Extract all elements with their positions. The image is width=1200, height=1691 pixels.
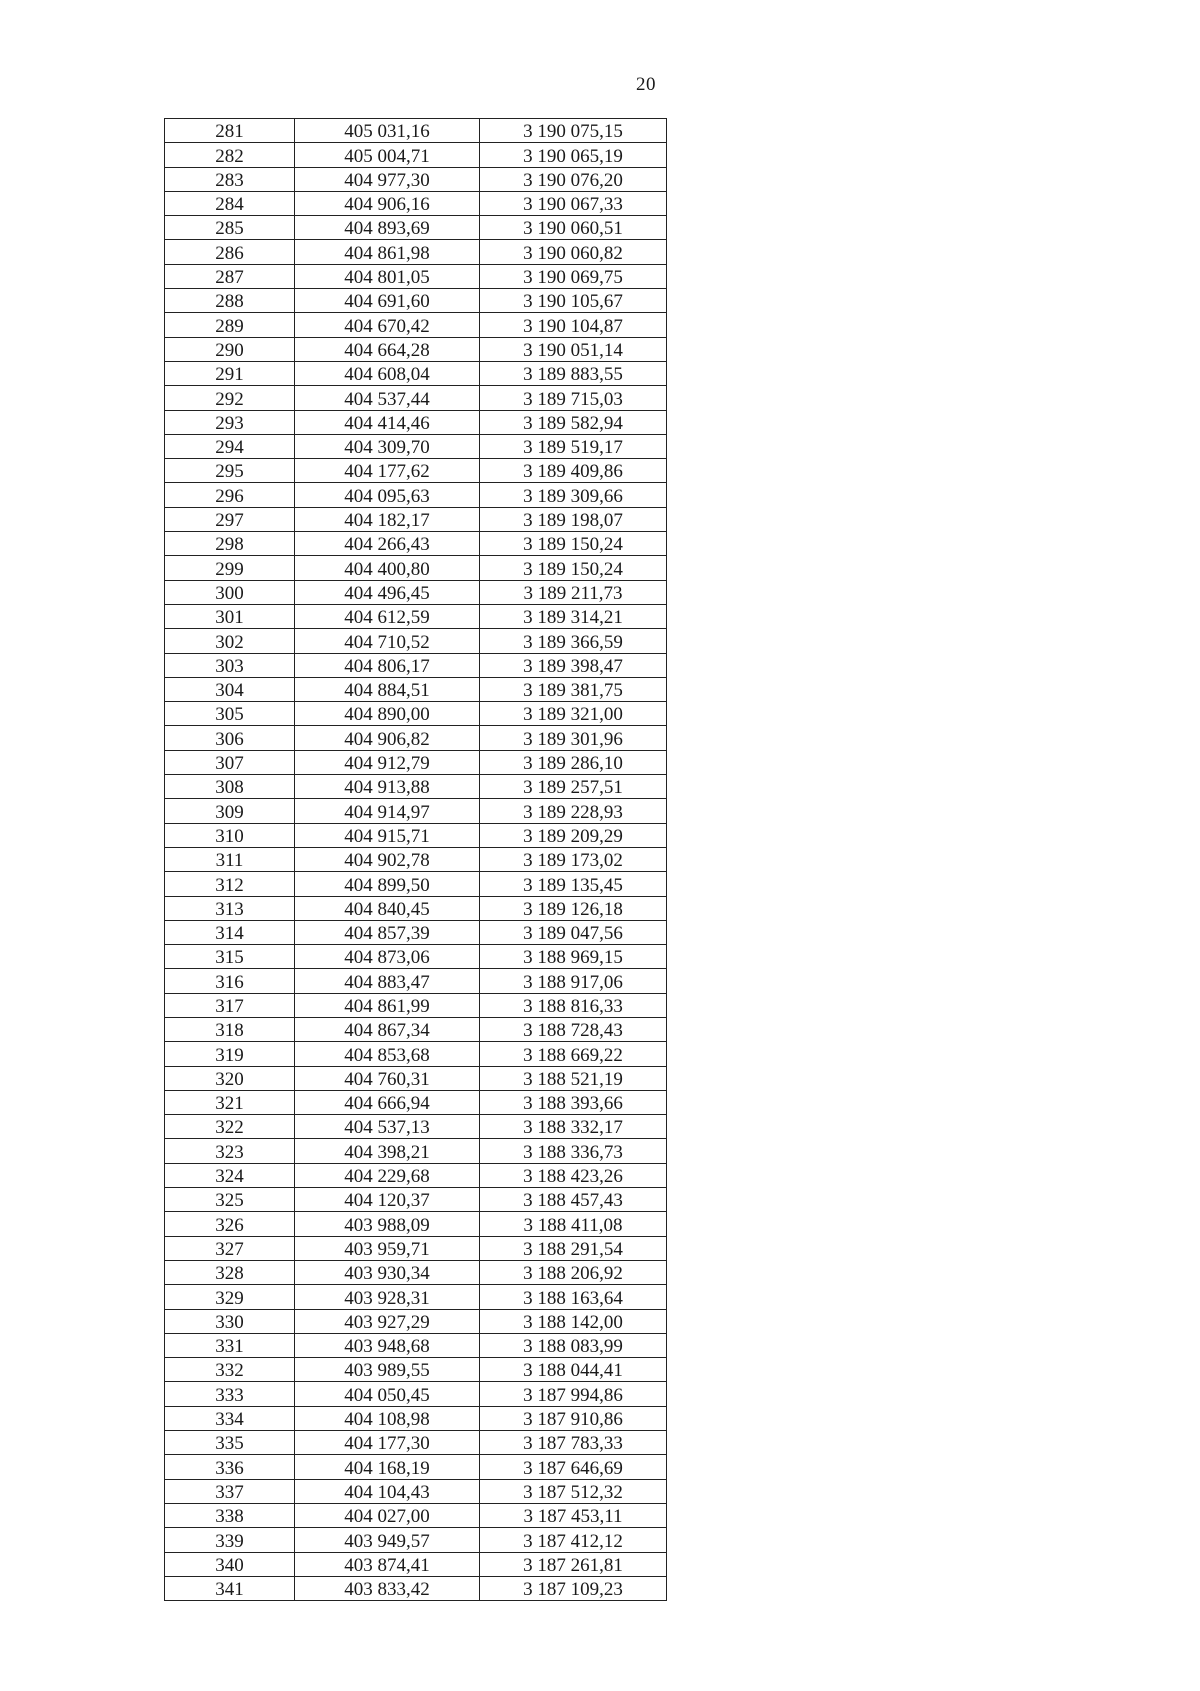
y-coordinate-cell: 3 189 047,56 bbox=[480, 920, 667, 944]
x-coordinate-cell: 403 874,41 bbox=[295, 1552, 480, 1576]
x-coordinate-cell: 404 670,42 bbox=[295, 313, 480, 337]
x-coordinate-cell: 403 927,29 bbox=[295, 1309, 480, 1333]
x-coordinate-cell: 404 884,51 bbox=[295, 677, 480, 701]
table-row bbox=[165, 1139, 667, 1163]
y-coordinate-cell: 3 188 423,26 bbox=[480, 1163, 667, 1187]
x-coordinate-cell: 404 400,80 bbox=[295, 556, 480, 580]
x-coordinate-cell: 404 906,82 bbox=[295, 726, 480, 750]
x-coordinate-cell: 404 050,45 bbox=[295, 1382, 480, 1406]
y-coordinate-cell: 3 188 669,22 bbox=[480, 1042, 667, 1066]
table-row bbox=[165, 1066, 667, 1090]
table-row bbox=[165, 1382, 667, 1406]
x-coordinate-cell: 404 861,98 bbox=[295, 240, 480, 264]
table-row bbox=[165, 1236, 667, 1260]
x-coordinate-cell: 405 031,16 bbox=[295, 119, 480, 143]
x-coordinate-cell: 404 861,99 bbox=[295, 993, 480, 1017]
x-coordinate-cell: 403 930,34 bbox=[295, 1260, 480, 1284]
table-row bbox=[165, 337, 667, 361]
table-row bbox=[165, 847, 667, 871]
y-coordinate-cell: 3 189 209,29 bbox=[480, 823, 667, 847]
y-coordinate-cell: 3 187 783,33 bbox=[480, 1431, 667, 1455]
point-number-cell: 297 bbox=[165, 507, 295, 531]
table-row bbox=[165, 240, 667, 264]
y-coordinate-cell: 3 189 173,02 bbox=[480, 847, 667, 871]
y-coordinate-cell: 3 189 314,21 bbox=[480, 604, 667, 628]
y-coordinate-cell: 3 189 519,17 bbox=[480, 434, 667, 458]
y-coordinate-cell: 3 189 582,94 bbox=[480, 410, 667, 434]
table-row bbox=[165, 872, 667, 896]
y-coordinate-cell: 3 190 069,75 bbox=[480, 264, 667, 288]
table-row bbox=[165, 216, 667, 240]
y-coordinate-cell: 3 189 309,66 bbox=[480, 483, 667, 507]
y-coordinate-cell: 3 189 150,24 bbox=[480, 532, 667, 556]
y-coordinate-cell: 3 189 301,96 bbox=[480, 726, 667, 750]
y-coordinate-cell: 3 189 409,86 bbox=[480, 459, 667, 483]
x-coordinate-cell: 404 899,50 bbox=[295, 872, 480, 896]
point-number-cell: 305 bbox=[165, 702, 295, 726]
x-coordinate-cell: 403 949,57 bbox=[295, 1528, 480, 1552]
y-coordinate-cell: 3 187 109,23 bbox=[480, 1576, 667, 1600]
table-row bbox=[165, 1260, 667, 1284]
x-coordinate-cell: 403 948,68 bbox=[295, 1333, 480, 1357]
y-coordinate-cell: 3 187 261,81 bbox=[480, 1552, 667, 1576]
table-row bbox=[165, 750, 667, 774]
table-row bbox=[165, 264, 667, 288]
y-coordinate-cell: 3 188 206,92 bbox=[480, 1260, 667, 1284]
table-row bbox=[165, 1285, 667, 1309]
x-coordinate-cell: 404 664,28 bbox=[295, 337, 480, 361]
y-coordinate-cell: 3 188 411,08 bbox=[480, 1212, 667, 1236]
point-number-cell: 295 bbox=[165, 459, 295, 483]
point-number-cell: 308 bbox=[165, 775, 295, 799]
y-coordinate-cell: 3 188 336,73 bbox=[480, 1139, 667, 1163]
table-row bbox=[165, 143, 667, 167]
x-coordinate-cell: 404 760,31 bbox=[295, 1066, 480, 1090]
point-number-cell: 292 bbox=[165, 386, 295, 410]
page-number: 20 bbox=[636, 74, 656, 95]
point-number-cell: 309 bbox=[165, 799, 295, 823]
table-row bbox=[165, 1455, 667, 1479]
y-coordinate-cell: 3 189 381,75 bbox=[480, 677, 667, 701]
y-coordinate-cell: 3 189 150,24 bbox=[480, 556, 667, 580]
y-coordinate-cell: 3 189 211,73 bbox=[480, 580, 667, 604]
x-coordinate-cell: 404 867,34 bbox=[295, 1017, 480, 1041]
y-coordinate-cell: 3 189 398,47 bbox=[480, 653, 667, 677]
x-coordinate-cell: 404 309,70 bbox=[295, 434, 480, 458]
x-coordinate-cell: 404 977,30 bbox=[295, 167, 480, 191]
x-coordinate-cell: 404 915,71 bbox=[295, 823, 480, 847]
y-coordinate-cell: 3 190 075,15 bbox=[480, 119, 667, 143]
x-coordinate-cell: 404 229,68 bbox=[295, 1163, 480, 1187]
table-row bbox=[165, 1479, 667, 1503]
table-row bbox=[165, 1163, 667, 1187]
point-number-cell: 326 bbox=[165, 1212, 295, 1236]
x-coordinate-cell: 405 004,71 bbox=[295, 143, 480, 167]
table-row bbox=[165, 580, 667, 604]
point-number-cell: 334 bbox=[165, 1406, 295, 1430]
table-row bbox=[165, 726, 667, 750]
point-number-cell: 327 bbox=[165, 1236, 295, 1260]
point-number-cell: 303 bbox=[165, 653, 295, 677]
point-number-cell: 315 bbox=[165, 945, 295, 969]
table-row bbox=[165, 1528, 667, 1552]
x-coordinate-cell: 404 027,00 bbox=[295, 1503, 480, 1527]
point-number-cell: 338 bbox=[165, 1503, 295, 1527]
point-number-cell: 304 bbox=[165, 677, 295, 701]
table-row bbox=[165, 823, 667, 847]
point-number-cell: 285 bbox=[165, 216, 295, 240]
y-coordinate-cell: 3 188 457,43 bbox=[480, 1188, 667, 1212]
y-coordinate-cell: 3 189 135,45 bbox=[480, 872, 667, 896]
table-row bbox=[165, 361, 667, 385]
y-coordinate-cell: 3 190 076,20 bbox=[480, 167, 667, 191]
table-row bbox=[165, 191, 667, 215]
y-coordinate-cell: 3 189 198,07 bbox=[480, 507, 667, 531]
table-row bbox=[165, 1115, 667, 1139]
y-coordinate-cell: 3 188 393,66 bbox=[480, 1090, 667, 1114]
x-coordinate-cell: 404 104,43 bbox=[295, 1479, 480, 1503]
table-row bbox=[165, 434, 667, 458]
x-coordinate-cell: 404 912,79 bbox=[295, 750, 480, 774]
table-row bbox=[165, 993, 667, 1017]
point-number-cell: 312 bbox=[165, 872, 295, 896]
point-number-cell: 336 bbox=[165, 1455, 295, 1479]
table-row bbox=[165, 556, 667, 580]
x-coordinate-cell: 403 928,31 bbox=[295, 1285, 480, 1309]
x-coordinate-cell: 404 414,46 bbox=[295, 410, 480, 434]
x-coordinate-cell: 404 691,60 bbox=[295, 289, 480, 313]
point-number-cell: 331 bbox=[165, 1333, 295, 1357]
y-coordinate-cell: 3 189 366,59 bbox=[480, 629, 667, 653]
point-number-cell: 290 bbox=[165, 337, 295, 361]
point-number-cell: 341 bbox=[165, 1576, 295, 1600]
y-coordinate-cell: 3 188 969,15 bbox=[480, 945, 667, 969]
table-row bbox=[165, 1576, 667, 1600]
y-coordinate-cell: 3 188 083,99 bbox=[480, 1333, 667, 1357]
point-number-cell: 310 bbox=[165, 823, 295, 847]
table-row bbox=[165, 896, 667, 920]
table-row bbox=[165, 119, 667, 143]
y-coordinate-cell: 3 187 910,86 bbox=[480, 1406, 667, 1430]
x-coordinate-cell: 404 801,05 bbox=[295, 264, 480, 288]
y-coordinate-cell: 3 188 521,19 bbox=[480, 1066, 667, 1090]
table-row bbox=[165, 945, 667, 969]
table-row bbox=[165, 1333, 667, 1357]
x-coordinate-cell: 404 095,63 bbox=[295, 483, 480, 507]
point-number-cell: 316 bbox=[165, 969, 295, 993]
point-number-cell: 296 bbox=[165, 483, 295, 507]
point-number-cell: 340 bbox=[165, 1552, 295, 1576]
point-number-cell: 283 bbox=[165, 167, 295, 191]
coordinates-table bbox=[164, 118, 667, 1601]
x-coordinate-cell: 403 959,71 bbox=[295, 1236, 480, 1260]
x-coordinate-cell: 404 840,45 bbox=[295, 896, 480, 920]
x-coordinate-cell: 404 710,52 bbox=[295, 629, 480, 653]
point-number-cell: 318 bbox=[165, 1017, 295, 1041]
x-coordinate-cell: 404 168,19 bbox=[295, 1455, 480, 1479]
x-coordinate-cell: 404 806,17 bbox=[295, 653, 480, 677]
table-row bbox=[165, 313, 667, 337]
x-coordinate-cell: 404 853,68 bbox=[295, 1042, 480, 1066]
y-coordinate-cell: 3 188 728,43 bbox=[480, 1017, 667, 1041]
y-coordinate-cell: 3 190 105,67 bbox=[480, 289, 667, 313]
table-row bbox=[165, 532, 667, 556]
table-row bbox=[165, 289, 667, 313]
point-number-cell: 298 bbox=[165, 532, 295, 556]
x-coordinate-cell: 404 883,47 bbox=[295, 969, 480, 993]
y-coordinate-cell: 3 189 286,10 bbox=[480, 750, 667, 774]
point-number-cell: 287 bbox=[165, 264, 295, 288]
x-coordinate-cell: 404 857,39 bbox=[295, 920, 480, 944]
x-coordinate-cell: 404 537,44 bbox=[295, 386, 480, 410]
x-coordinate-cell: 404 893,69 bbox=[295, 216, 480, 240]
table-row bbox=[165, 1406, 667, 1430]
x-coordinate-cell: 404 906,16 bbox=[295, 191, 480, 215]
y-coordinate-cell: 3 190 104,87 bbox=[480, 313, 667, 337]
x-coordinate-cell: 404 398,21 bbox=[295, 1139, 480, 1163]
point-number-cell: 313 bbox=[165, 896, 295, 920]
table-row bbox=[165, 507, 667, 531]
point-number-cell: 339 bbox=[165, 1528, 295, 1552]
point-number-cell: 329 bbox=[165, 1285, 295, 1309]
y-coordinate-cell: 3 187 512,32 bbox=[480, 1479, 667, 1503]
y-coordinate-cell: 3 190 065,19 bbox=[480, 143, 667, 167]
table-row bbox=[165, 1503, 667, 1527]
y-coordinate-cell: 3 190 067,33 bbox=[480, 191, 667, 215]
table-row bbox=[165, 920, 667, 944]
table-row bbox=[165, 1552, 667, 1576]
point-number-cell: 314 bbox=[165, 920, 295, 944]
point-number-cell: 299 bbox=[165, 556, 295, 580]
point-number-cell: 302 bbox=[165, 629, 295, 653]
point-number-cell: 328 bbox=[165, 1260, 295, 1284]
table-row bbox=[165, 1358, 667, 1382]
table-row bbox=[165, 1431, 667, 1455]
y-coordinate-cell: 3 187 453,11 bbox=[480, 1503, 667, 1527]
x-coordinate-cell: 404 177,62 bbox=[295, 459, 480, 483]
y-coordinate-cell: 3 189 228,93 bbox=[480, 799, 667, 823]
x-coordinate-cell: 404 873,06 bbox=[295, 945, 480, 969]
table-row bbox=[165, 1212, 667, 1236]
table-row bbox=[165, 1090, 667, 1114]
x-coordinate-cell: 403 833,42 bbox=[295, 1576, 480, 1600]
point-number-cell: 333 bbox=[165, 1382, 295, 1406]
y-coordinate-cell: 3 189 715,03 bbox=[480, 386, 667, 410]
y-coordinate-cell: 3 189 126,18 bbox=[480, 896, 667, 920]
x-coordinate-cell: 403 989,55 bbox=[295, 1358, 480, 1382]
table-row bbox=[165, 410, 667, 434]
x-coordinate-cell: 404 612,59 bbox=[295, 604, 480, 628]
point-number-cell: 307 bbox=[165, 750, 295, 774]
table-row bbox=[165, 1188, 667, 1212]
point-number-cell: 325 bbox=[165, 1188, 295, 1212]
x-coordinate-cell: 404 608,04 bbox=[295, 361, 480, 385]
table-row bbox=[165, 483, 667, 507]
y-coordinate-cell: 3 190 051,14 bbox=[480, 337, 667, 361]
y-coordinate-cell: 3 189 321,00 bbox=[480, 702, 667, 726]
point-number-cell: 323 bbox=[165, 1139, 295, 1163]
point-number-cell: 291 bbox=[165, 361, 295, 385]
table-row bbox=[165, 775, 667, 799]
y-coordinate-cell: 3 187 994,86 bbox=[480, 1382, 667, 1406]
table-row bbox=[165, 386, 667, 410]
y-coordinate-cell: 3 189 257,51 bbox=[480, 775, 667, 799]
table-row bbox=[165, 459, 667, 483]
y-coordinate-cell: 3 188 291,54 bbox=[480, 1236, 667, 1260]
x-coordinate-cell: 403 988,09 bbox=[295, 1212, 480, 1236]
table-row bbox=[165, 1309, 667, 1333]
table-body bbox=[165, 119, 667, 1601]
y-coordinate-cell: 3 190 060,51 bbox=[480, 216, 667, 240]
y-coordinate-cell: 3 188 332,17 bbox=[480, 1115, 667, 1139]
y-coordinate-cell: 3 189 883,55 bbox=[480, 361, 667, 385]
point-number-cell: 288 bbox=[165, 289, 295, 313]
point-number-cell: 294 bbox=[165, 434, 295, 458]
table-row bbox=[165, 167, 667, 191]
y-coordinate-cell: 3 188 816,33 bbox=[480, 993, 667, 1017]
table-row bbox=[165, 653, 667, 677]
point-number-cell: 282 bbox=[165, 143, 295, 167]
point-number-cell: 311 bbox=[165, 847, 295, 871]
y-coordinate-cell: 3 187 646,69 bbox=[480, 1455, 667, 1479]
point-number-cell: 301 bbox=[165, 604, 295, 628]
table-row bbox=[165, 702, 667, 726]
table-row bbox=[165, 604, 667, 628]
x-coordinate-cell: 404 496,45 bbox=[295, 580, 480, 604]
point-number-cell: 319 bbox=[165, 1042, 295, 1066]
x-coordinate-cell: 404 108,98 bbox=[295, 1406, 480, 1430]
point-number-cell: 337 bbox=[165, 1479, 295, 1503]
x-coordinate-cell: 404 182,17 bbox=[295, 507, 480, 531]
y-coordinate-cell: 3 188 044,41 bbox=[480, 1358, 667, 1382]
y-coordinate-cell: 3 187 412,12 bbox=[480, 1528, 667, 1552]
point-number-cell: 281 bbox=[165, 119, 295, 143]
point-number-cell: 322 bbox=[165, 1115, 295, 1139]
y-coordinate-cell: 3 188 163,64 bbox=[480, 1285, 667, 1309]
point-number-cell: 289 bbox=[165, 313, 295, 337]
point-number-cell: 332 bbox=[165, 1358, 295, 1382]
point-number-cell: 320 bbox=[165, 1066, 295, 1090]
point-number-cell: 321 bbox=[165, 1090, 295, 1114]
point-number-cell: 286 bbox=[165, 240, 295, 264]
table-row bbox=[165, 1042, 667, 1066]
table-row bbox=[165, 799, 667, 823]
table-row bbox=[165, 629, 667, 653]
point-number-cell: 317 bbox=[165, 993, 295, 1017]
x-coordinate-cell: 404 120,37 bbox=[295, 1188, 480, 1212]
y-coordinate-cell: 3 188 917,06 bbox=[480, 969, 667, 993]
point-number-cell: 284 bbox=[165, 191, 295, 215]
point-number-cell: 306 bbox=[165, 726, 295, 750]
table-row bbox=[165, 969, 667, 993]
point-number-cell: 330 bbox=[165, 1309, 295, 1333]
x-coordinate-cell: 404 902,78 bbox=[295, 847, 480, 871]
x-coordinate-cell: 404 913,88 bbox=[295, 775, 480, 799]
y-coordinate-cell: 3 188 142,00 bbox=[480, 1309, 667, 1333]
x-coordinate-cell: 404 266,43 bbox=[295, 532, 480, 556]
table-row bbox=[165, 1017, 667, 1041]
x-coordinate-cell: 404 914,97 bbox=[295, 799, 480, 823]
table-row bbox=[165, 677, 667, 701]
x-coordinate-cell: 404 177,30 bbox=[295, 1431, 480, 1455]
y-coordinate-cell: 3 190 060,82 bbox=[480, 240, 667, 264]
x-coordinate-cell: 404 890,00 bbox=[295, 702, 480, 726]
x-coordinate-cell: 404 666,94 bbox=[295, 1090, 480, 1114]
x-coordinate-cell: 404 537,13 bbox=[295, 1115, 480, 1139]
point-number-cell: 324 bbox=[165, 1163, 295, 1187]
point-number-cell: 300 bbox=[165, 580, 295, 604]
point-number-cell: 293 bbox=[165, 410, 295, 434]
point-number-cell: 335 bbox=[165, 1431, 295, 1455]
